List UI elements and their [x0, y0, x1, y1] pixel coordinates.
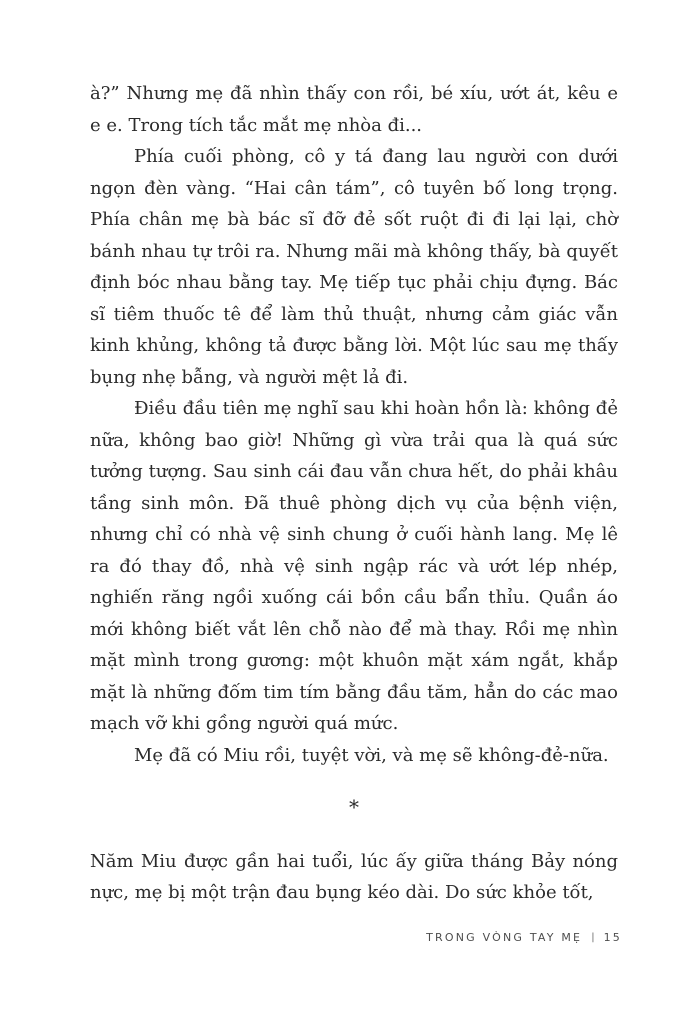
running-footer-title: TRONG VÒNG TAY MẸ [426, 931, 583, 944]
body-paragraph: Điều đầu tiên mẹ nghĩ sau khi hoàn hồn là: không đẻ nữa, không bao giờ! Những gì vừa trải qua là quá sức tưởng tượng. Sau sinh cái đau vẫn chưa hết, do phải khâu tầng sinh môn. Đã thuê phòng dịch vụ của bệnh viện, nhưng chỉ có nhà vệ sinh chung ở cuối hành lang. Mẹ lê ra đó thay đồ, nhà vệ sinh ngập rác và ướt lép nhép, nghiến răng ngồi xuống cái bồn cầu bẩn thỉu. Quần áo mới không biết vắt lên chỗ nào để mà thay. Rồi mẹ nhìn mặt mình trong gương: một khuôn mặt xám ngắt, khắp mặt là những đốm tim tím bằng đầu tăm, hẳn do các mao mạch vỡ khi gồng người quá mức. [90, 398, 618, 734]
body-paragraph: à?” Nhưng mẹ đã nhìn thấy con rồi, bé xíu, ướt át, kêu e e e. Trong tích tắc mắt mẹ nhòa đi... [90, 83, 618, 136]
body-paragraph: Năm Miu được gần hai tuổi, lúc ấy giữa tháng Bảy nóng nực, mẹ bị một trận đau bụng kéo dài. Do sức khỏe tốt, [90, 850, 618, 903]
page-number: 15 [603, 931, 622, 944]
body-paragraph: Mẹ đã có Miu rồi, tuyệt vời, và mẹ sẽ không-đẻ-nữa. [134, 744, 609, 766]
section-break-asterisk: * [349, 795, 359, 819]
page-text-block [90, 78, 618, 909]
body-paragraph: Phía cuối phòng, cô y tá đang lau người con dưới ngọn đèn vàng. “Hai cân tám”, cô tuyên bố long trọng. Phía chân mẹ bà bác sĩ đỡ đẻ sốt ruột đi đi lại lại, chờ bánh nhau tự trôi ra. Nhưng mãi mà không thấy, bà quyết định bóc nhau bằng tay. Mẹ tiếp tục phải chịu đựng. Bác sĩ tiêm thuốc tê để làm thủ thuật, nhưng cảm giác vẫn kinh khủng, không tả được bằng lời. Một lúc sau mẹ thấy bụng nhẹ bẫng, và người mệt lả đi. [90, 146, 618, 388]
page-footer [426, 931, 622, 944]
footer-divider: | [591, 932, 595, 943]
